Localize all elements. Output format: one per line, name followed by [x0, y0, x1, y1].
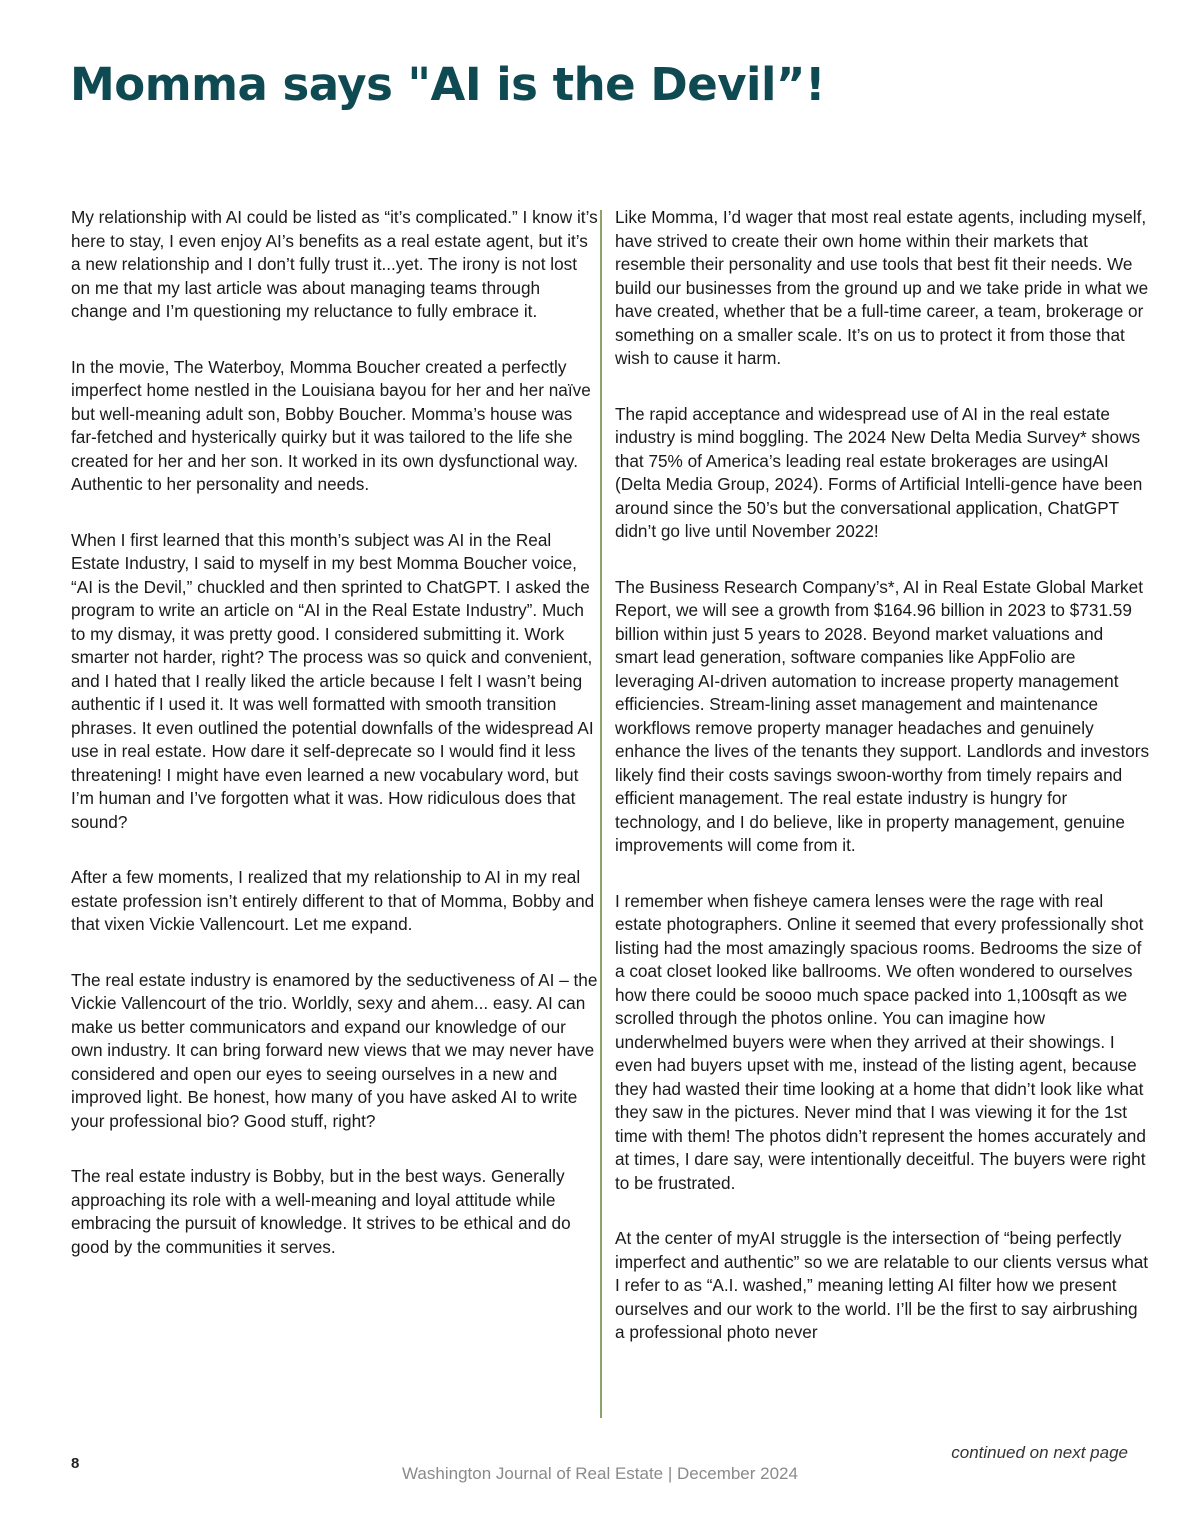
paragraph: Like Momma, I’d wager that most real estate agents, including myself, have strived to create their own home within their markets that resemble their personality and use tools that best fit their needs. We build our businesses from the ground up and we take pride in what we have created, whether that be a full-time career, a team, brokerage or something on a smaller scale. It’s on us to protect it from those that wish to cause it harm. — [615, 207, 1149, 368]
paragraph: At the center of myAI struggle is the intersection of “being perfectly imperfect and authentic” so we are relatable to our clients versus what I refer to as “A.I. washed,” meaning letting AI filter how we present ourselves and our work to the world. I’ll be the first to say airbrushing a professional photo never — [615, 1228, 1149, 1342]
continued-note: continued on next page — [951, 1443, 1128, 1462]
paragraph: In the movie, The Waterboy, Momma Boucher created a perfectly imperfect home nestled in the Louisiana bayou for her and her naïve but well-meaning adult son, Bobby Boucher. Momma’s house was far-fetched and hysterically quirky but it was tailored to the life she created for her and her son. It worked in its own dysfunctional way. Authentic to her personality and needs. — [71, 356, 591, 494]
paragraph: When I first learned that this month’s subject was AI in the Real Estate Industry, I said to myself in my best Momma Boucher voice, “AI is the Devil,” chuckled and then sprinted to ChatGPT. I asked the program to write an article on “AI in the Real Estate Industry”. Much to my dismay, it was pretty good. I considered submitting it. Work smarter not harder, right? The process was so quick and convenient, and I hated that I really liked the article because I felt I wasn’t being authentic if I used it. It was well formatted with smooth transition phrases. It even outlined the potential downfalls of the widespread AI use in real estate. How dare it self-deprecate so I would find it less threatening! I might have even learned a new vocabulary word, but I’m human and I’ve forgotten what it was. How ridiculous does that sound? — [71, 529, 594, 832]
paragraph: The Business Research Company’s*, AI in Real Estate Global Market Report, we will see a growth from $164.96 billion in 2023 to $731.59 billion within just 5 years to 2028. Beyond market valuations and smart lead generation, software companies like AppFolio are leveraging AI-driven automation to increase property management efficiencies. Stream-lining asset management and maintenance workflows remove property manager headaches and genuinely enhance the lives of the tenants they support. Landlords and investors likely find their costs savings swoon-worthy from timely repairs and efficient management. The real estate industry is hungry for technology, and I do believe, like in property management, genuine improvements will come from it. — [615, 576, 1150, 855]
paragraph: I remember when fisheye camera lenses were the rage with real estate photographers. Online it seemed that every professionally shot listing had the most amazingly spacious rooms. Bedrooms the size of a coat closet looked like ballrooms. We often wondered to ourselves how there could be soooo much space packed into 1,100sqft as we scrolled through the photos online. You can imagine how underwhelmed buyers were when they arrived at their showings. I even had buyers upset with me, instead of the listing agent, because they had wasted their time looking at a home that didn’t look like what they saw in the pictures. Never mind that I was viewing it for the 1st time with them! The photos didn’t represent the homes accurately and at times, I dare say, were intentionally deceitful. The buyers were right to be frustrated. — [615, 890, 1146, 1193]
column-divider — [600, 210, 602, 1418]
page-number: 8 — [71, 1455, 80, 1472]
paragraph: The real estate industry is Bobby, but in the best ways. Generally approaching its role with a well-meaning and loyal attitude while embracing the pursuit of knowledge. It strives to be ethical and do good by the communities it serves. — [71, 1166, 571, 1257]
left-column — [71, 206, 599, 1291]
paragraph: The real estate industry is enamored by the seductiveness of AI – the Vickie Vallencourt of the trio. Worldly, sexy and ahem... easy. AI can make us better communicators and expand our knowledge of our own industry. It can bring forward new views that we may never have considered and open our eyes to seeing ourselves in a new and improved light. Be honest, how many of you have asked AI to write your professional bio? Good stuff, right? — [71, 969, 598, 1131]
footer-publication: Washington Journal of Real Estate | December 2024 — [402, 1464, 798, 1483]
article-title: Momma says "AI is the Devil”! — [70, 58, 826, 111]
paragraph: The rapid acceptance and widespread use of AI in the real estate industry is mind boggling. The 2024 New Delta Media Survey* shows that 75% of America’s leading real estate brokerages are usingAI (Delta Media Group, 2024). Forms of Artificial Intelli-gence have been around since the 50’s but the conversational application, ChatGPT didn’t go live until November 2022! — [615, 403, 1143, 541]
right-column — [615, 206, 1150, 1377]
paragraph: My relationship with AI could be listed as “it’s complicated.” I know it’s here to stay, I even enjoy AI’s benefits as a real estate agent, but it’s a new relationship and I don’t fully trust it...yet. The irony is not lost on me that my last article was about managing teams through change and I’m questioning my reluctance to fully embrace it. — [71, 207, 598, 321]
paragraph: After a few moments, I realized that my relationship to AI in my real estate profession isn’t entirely different to that of Momma, Bobby and that vixen Vickie Vallencourt. Let me expand. — [71, 867, 595, 934]
